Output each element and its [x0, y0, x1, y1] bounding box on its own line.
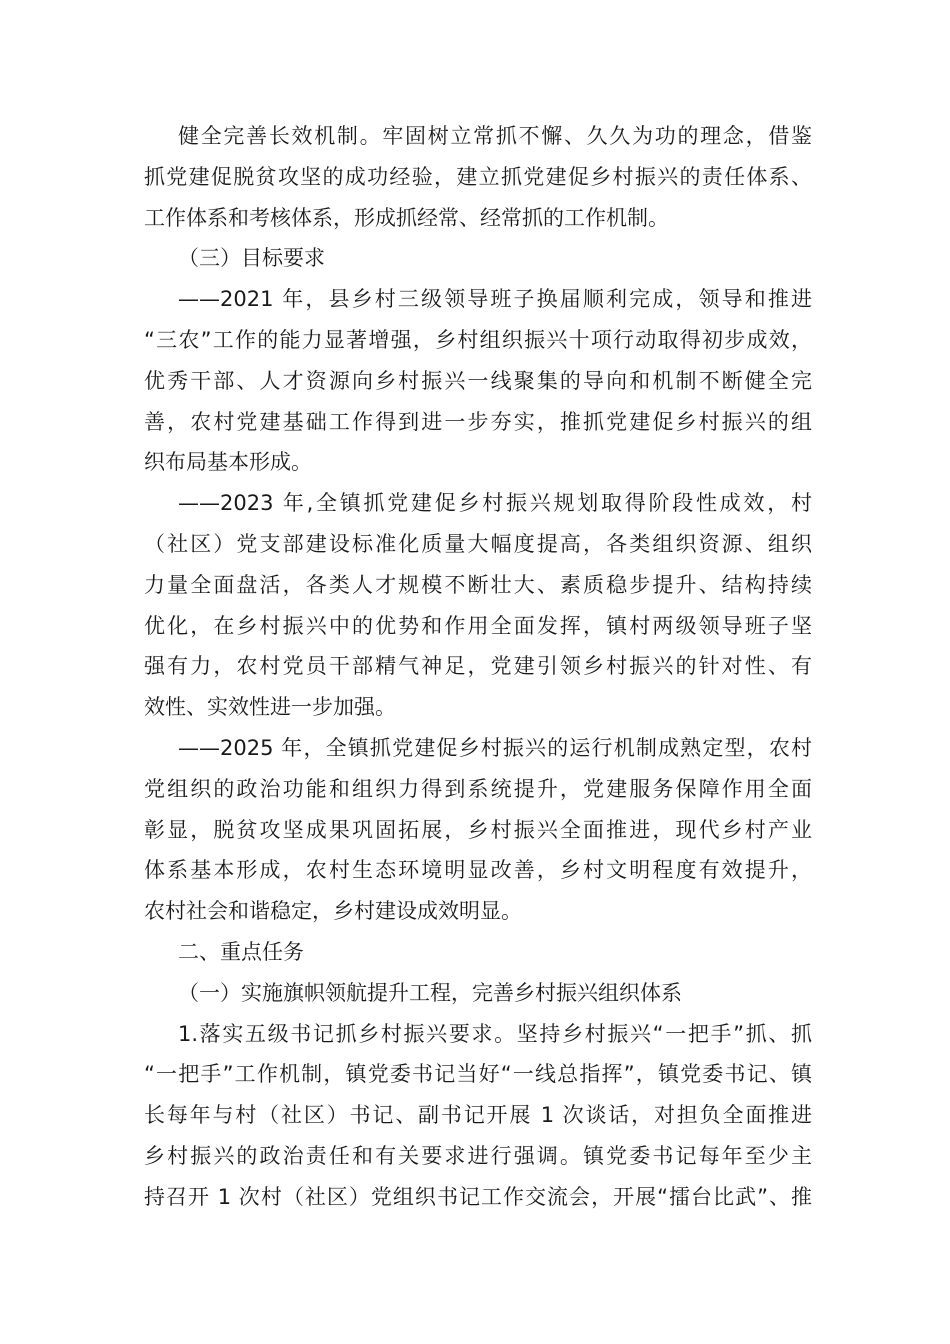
paragraph-first-line: （三）目标要求: [178, 246, 325, 271]
paragraph-line: “三农”工作的能力显著增强，乡村组织振兴十项行动取得初步成效，: [144, 327, 812, 352]
paragraph-line: “一把手”工作机制，镇党委书记当好“一线总指挥”，镇党委书记、镇: [144, 1062, 812, 1087]
paragraph-first-line: ——2023 年,全镇抓党建促乡村振兴规划取得阶段性成效，村: [178, 491, 812, 516]
paragraph-first-line: 二、重点任务: [178, 939, 304, 964]
paragraph-line: 持召开 1 次村（社区）党组织书记工作交流会，开展“擂台比武”、推: [144, 1184, 812, 1209]
paragraph-line: 体系基本形成，农村生态环境明显改善，乡村文明程度有效提升，: [144, 858, 812, 883]
paragraph-line: 抓党建促脱贫攻坚的成功经验，建立抓党建促乡村振兴的责任体系、: [144, 164, 812, 189]
paragraph-line: 乡村振兴的政治责任和有关要求进行强调。镇党委书记每年至少主: [144, 1143, 812, 1168]
paragraph-first-line: 健全完善长效机制。牢固树立常抓不懈、久久为功的理念，借鉴: [178, 124, 812, 148]
paragraph-line: 织布局基本形成。: [144, 450, 312, 475]
paragraph-line: 力量全面盘活，各类人才规模不断壮大、素质稳步提升、结构持续: [144, 572, 812, 597]
paragraph-line: 长每年与村（社区）书记、副书记开展 1 次谈话，对担负全面推进: [144, 1103, 812, 1128]
paragraph-line: 善，农村党建基础工作得到进一步夯实，推抓党建促乡村振兴的组: [144, 409, 812, 434]
paragraph-line: 优秀干部、人才资源向乡村振兴一线聚集的导向和机制不断健全完: [144, 368, 812, 393]
paragraph-line: 优化，在乡村振兴中的优势和作用全面发挥，镇村两级领导班子坚: [144, 613, 812, 638]
paragraph-first-line: ——2025 年，全镇抓党建促乡村振兴的运行机制成熟定型，农村: [178, 735, 812, 760]
paragraph-first-line: 1.落实五级书记抓乡村振兴要求。坚持乡村振兴“一把手”抓、抓: [178, 1021, 812, 1046]
document-body: [144, 116, 812, 1218]
paragraph-line: 彰显，脱贫攻坚成果巩固拓展，乡村振兴全面推进，现代乡村产业: [144, 817, 812, 842]
paragraph-line: 党组织的政治功能和组织力得到系统提升，党建服务保障作用全面: [144, 776, 812, 801]
paragraph-line: 农村社会和谐稳定，乡村建设成效明显。: [144, 899, 522, 924]
paragraph-first-line: （一）实施旗帜领航提升工程，完善乡村振兴组织体系: [178, 980, 682, 1005]
paragraph-line: 强有力，农村党员干部精气神足，党建引领乡村振兴的针对性、有: [144, 654, 812, 679]
paragraph-line: 效性、实效性进一步加强。: [144, 695, 396, 720]
paragraph-line: （社区）党支部建设标准化质量大幅度提高，各类组织资源、组织: [144, 531, 812, 556]
paragraph-first-line: ——2021 年，县乡村三级领导班子换届顺利完成，领导和推进: [178, 287, 812, 312]
paragraph-line: 工作体系和考核体系，形成抓经常、经常抓的工作机制。: [144, 205, 669, 230]
